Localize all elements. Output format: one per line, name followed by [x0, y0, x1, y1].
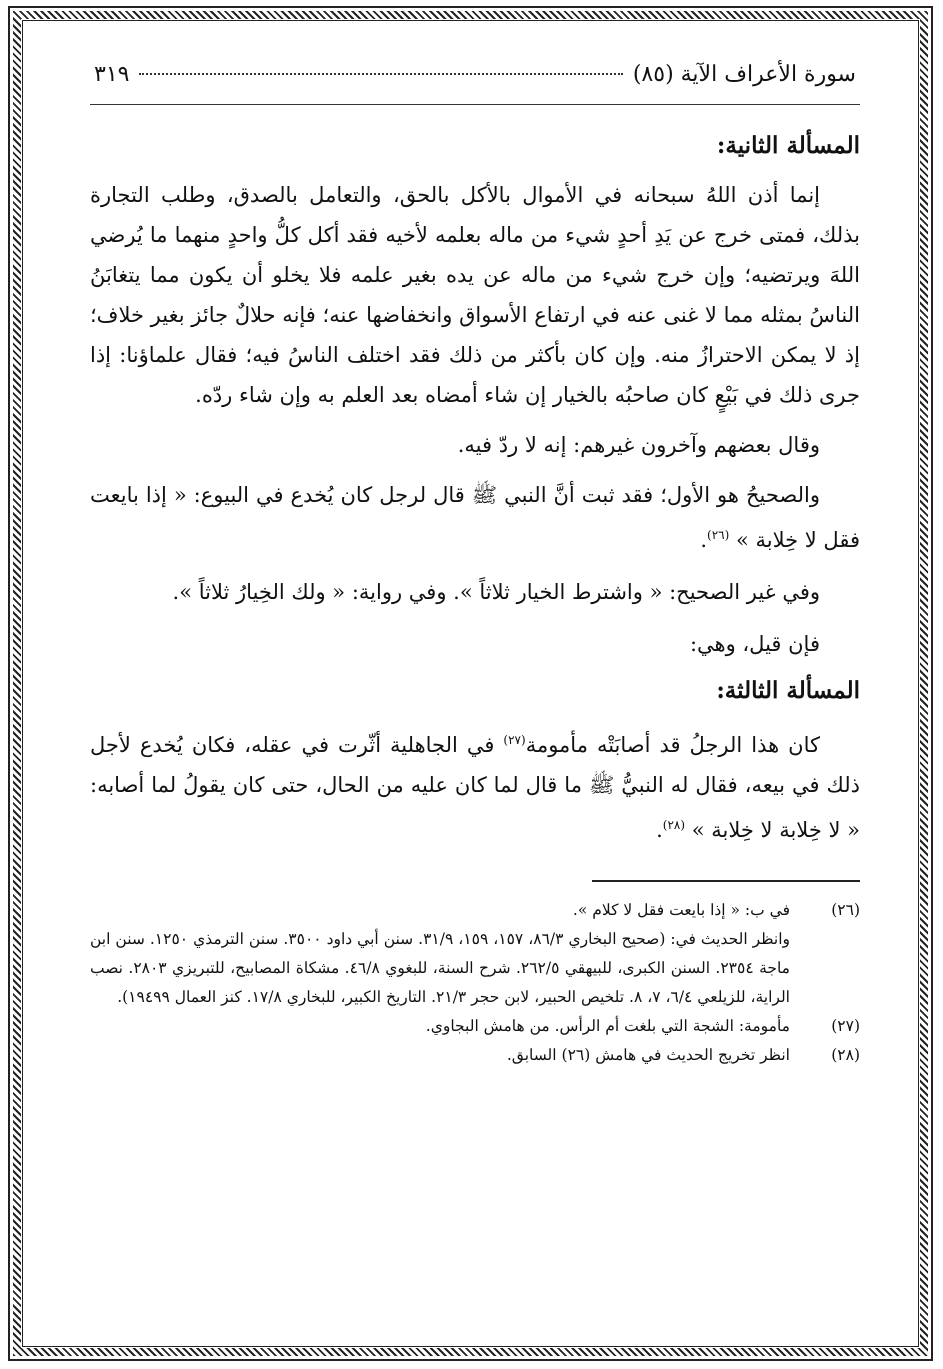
page-number: ٣١٩ — [94, 62, 130, 87]
footnote-line: وانظر الحديث في: (صحيح البخاري ٨٦/٣، ١٥٧، ١٥٩، ٣١/٩. سنن أبي داود ٣٥٠٠. سنن الترمذي ١٢٥٠. سنن ابن ماجة ٢٣٥٤. السنن الكبرى، للبيهقي ٢٦٢/٥. شرح السنة، للبغوي ٤٦/٨. مشكاة المصابيح، للتبريزي ٢٨٠٣. نصب الراية، للزيلعي ٦/٤، ٧، ٨. تلخيص الحبير، لابن حجر ٢١/٣. التاريخ الكبير، للبخاري ١٧/٨. كنز العمال ١٩٤٩٩). — [90, 929, 790, 1006]
paragraph-section-3 — [90, 720, 860, 850]
footnote-line: مأمومة: الشجة التي بلغت أم الرأس. من هامش البجاوي. — [425, 1016, 790, 1035]
section-3-text-a: كان هذا الرجلُ قد أصابَتْه مأمومة — [525, 732, 820, 757]
hadith-text: والصحيحُ هو الأول؛ فقد ثبت أنَّ النبي ﷺ قال لرجل كان يُخدع في البيوع: « إذا بايعت فقل لا خِلابة » — [90, 482, 860, 552]
footnote-ref-27: (٢٧) — [503, 732, 526, 747]
section-3-text-b: في الجاهلية أثّرت في عقله، فكان يُخدع لأجل ذلك في بيعه، فقال له النبيُّ ﷺ ما قال لما كان عليه من الحال، حتى كان يقولُ لما أصابه: « لا خِلابة لا خِلابة » — [90, 732, 860, 842]
footnote-ref-28: (٢٨) — [662, 817, 686, 832]
paragraph-section-2: إنما أذن اللهُ سبحانه في الأموال بالأكل بالحق، والتعامل بالصدق، وطلب التجارة بذلك، فمتى خرج عن يَدِ أحدٍ شيء من ماله بعلمه لأخيه فقد أكل كلُّ واحدٍ منهما ما يُرضي اللهَ ويرتضيه؛ وإن خرج شيء من ماله عن يده بغير علمه فلا يخلو أن يكون مما يتغابَنُ الناسُ بمثله مما لا غنى عنه في ارتفاع الأسواق وانخفاضها عنه؛ فإنه حلالٌ جائز بغير خلاف؛ إذ لا يمكن الاحترازُ منه. وإن كان بأكثر من ذلك فقد اختلف الناسُ فيه؛ فقال علماؤنا: إذا جرى ذلك في بَيْعٍ كان صاحبُه بالخيار إن شاء أمضاه بعد العلم به وإن شاء ردّه. — [90, 182, 860, 407]
header-dot-leader — [139, 73, 622, 75]
heading-section-2: المسألة الثانية: — [716, 132, 860, 159]
footnote-separator — [592, 880, 860, 882]
footnote-28 — [90, 1041, 860, 1070]
footnote-number: (٢٧) — [831, 1016, 860, 1035]
header-title: سورة الأعراف الآية (٨٥) — [632, 62, 856, 87]
section-3-end: . — [656, 817, 663, 842]
heading-section-3: المسألة الثالثة: — [716, 676, 860, 704]
paragraph-other-narration: وفي غير الصحيح: « واشترط الخيار ثلاثاً ». وفي رواية: « ولك الخِيارُ ثلاثاً ». — [172, 579, 820, 604]
footnote-line: في ب: « إذا بايعت فقل لا كلام ». — [572, 900, 790, 919]
running-header — [90, 52, 860, 105]
footnote-number: (٢٨) — [831, 1045, 860, 1064]
footnote-line: انظر تخريج الحديث في هامش (٢٦) السابق. — [506, 1045, 790, 1064]
footnote-26 — [90, 896, 860, 1012]
paragraph-opinion-others: وقال بعضهم وآخرون غيرهم: إنه لا ردّ فيه. — [457, 432, 820, 457]
paragraph-objection: فإن قيل، وهي: — [689, 631, 820, 656]
footnote-ref-26: (٢٦) — [707, 527, 730, 542]
footnotes — [90, 896, 860, 1070]
paragraph-correct-opinion: والصحيحُ هو الأول؛ فقد ثبت أنَّ النبي ﷺ قال لرجل كان يُخدع في البيوع: « إذا بايعت فقل لا خِلابة » $^{(٢٦)}$. — [90, 482, 860, 552]
page-content — [90, 52, 860, 1070]
footnote-number: (٢٦) — [831, 900, 860, 919]
footnote-27 — [90, 1012, 860, 1041]
